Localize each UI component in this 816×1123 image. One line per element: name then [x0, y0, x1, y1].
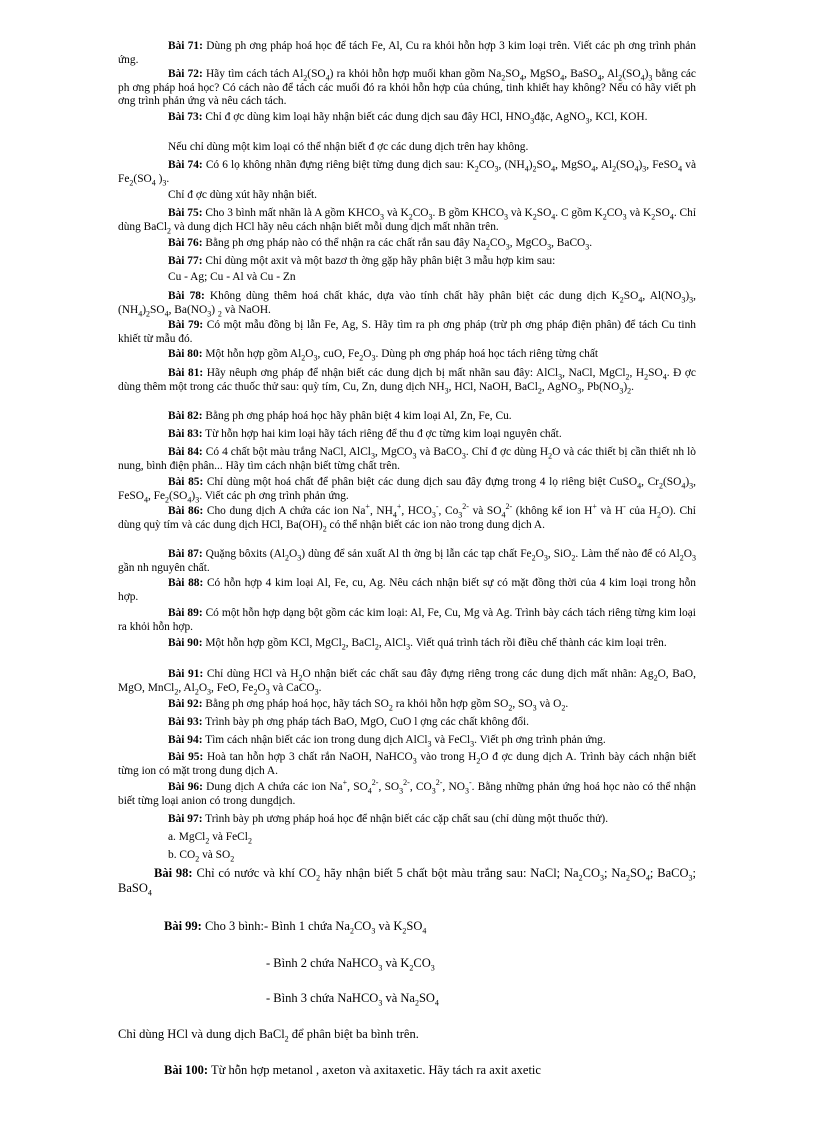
exercise-text: - Bình 3 chứa NaHCO$_3$ và $Na_2SO_4$: [266, 991, 439, 1008]
exercise-text: Chỉ dùng một axit và một bazơ th ờng gặp hãy phân biệt 3 mẫu hợp kim sau:: [205, 255, 556, 267]
exercise-label: Bài 77:: [168, 255, 203, 267]
exercise-paragraph: [118, 255, 696, 269]
exercise-paragraph: [118, 189, 696, 203]
exercise-text: Có một mẫu đồng bị lẫn Fe, Ag, S. Hãy tìm ra ph ơng pháp (trừ ph ơng pháp điện phân) để tách Cu tinh khiết từ mẫu đó.: [118, 319, 696, 345]
exercise-paragraph: [118, 207, 696, 234]
exercise-label: Bài 95:: [168, 751, 204, 763]
exercise-label: Bài 85:: [168, 476, 204, 488]
exercise-paragraph: [118, 548, 696, 575]
exercise-label: Bài 88:: [168, 577, 204, 589]
exercise-label: Bài 81:: [168, 367, 204, 379]
exercise-paragraph: [118, 141, 696, 155]
exercise-paragraph: [168, 831, 746, 845]
exercise-text: Tìm cách nhận biết các ion trong dung dịch AlCl$_3$ và FeCl$_3$. Viết ph ơng trình phản ứng.: [205, 734, 606, 749]
exercise-paragraph: [118, 751, 696, 778]
exercise-text: Có một hỗn hợp dạng bột gồm các kim loại: Al, Fe, Cu, Mg và Ag. Trình bày cách tách riêng từng kim loại ra khỏi hỗn hợp.: [118, 607, 696, 633]
exercise-label: Bài 75:: [168, 207, 203, 219]
exercise-paragraph: [164, 919, 742, 934]
exercise-text: Cu - Ag; Cu - Al và Cu - Zn: [168, 271, 296, 283]
exercise-label: Bài 100:: [164, 1063, 209, 1077]
exercise-label: Bài 98:: [154, 866, 193, 880]
exercise-label: Bài 84:: [168, 446, 203, 458]
exercise-label: Bài 74:: [168, 159, 203, 171]
exercise-label: Bài 73:: [168, 111, 203, 123]
exercise-label: Bài 80:: [168, 348, 203, 360]
exercise-text: Có 6 lọ không nhãn đựng riêng biệt từng dung dịch sau: $K_2CO_3$, $(NH_4)_2SO_4$, MgSO$_4$, $Al_2(SO_4)_3$, FeSO$_4$ và $Fe_2(SO_4$ )$_3$.: [118, 159, 697, 187]
exercise-paragraph: [118, 502, 696, 533]
exercise-label: Bài 94:: [168, 734, 203, 746]
exercise-paragraph: [118, 607, 696, 634]
exercise-paragraph: [118, 577, 696, 604]
exercise-text: Có 4 chất bột màu trắng NaCl, AlCl$_3$, MgCO$_3$ và BaCO$_3$. Chỉ đ ợc dùng $H_2O$ và các thiết bị cần thiết nh lò nung, bình điện phân... Hãy tìm cách nhận biết từng chất trên.: [118, 446, 696, 472]
exercise-paragraph: [118, 866, 696, 896]
exercise-label: Bài 87:: [168, 548, 203, 560]
exercise-label: Bài 93:: [168, 716, 203, 728]
exercise-paragraph: [118, 476, 696, 503]
exercise-text: Trình bày ph ương pháp hoá học để nhận biết các cặp chất sau (chỉ dùng một thuốc thử).: [205, 813, 609, 825]
exercise-paragraph: [118, 319, 696, 346]
exercise-label: Bài 92:: [168, 698, 203, 710]
exercise-text: Chỉ dùng một hoá chất để phân biệt các dung dịch sau đây đựng trong 4 lọ riêng biệt CuSO$_4$, $Cr_2(SO_4)_3$, FeSO$_4$, $Fe_2(SO_4)_3$. Viết các ph ơng trình phản ứng.: [118, 476, 696, 504]
exercise-label: Bài 82:: [168, 410, 203, 422]
exercise-paragraph: [118, 68, 696, 109]
exercise-text: Chỉ có nước và khí $CO_2$ hãy nhận biết 5 chất bột màu trắng sau: NaCl; $Na_2CO_3$; $Na_2SO_4$; BaCO$_3$; BaSO$_4$: [118, 866, 697, 898]
exercise-label: Bài 76:: [168, 237, 203, 249]
exercise-text: Hãy nêuph ơng pháp để nhận biết các dung dịch bị mất nhãn sau đây: AlCl$_3$, NaCl, MgCl$_2$, $H_2SO_4$. Đ ợc dùng thêm một trong các thuốc thử sau: quỳ tím, Cu, Zn, dung dịch $NH_3$, HCl, NaOH, BaCl$_2$, AgNO$_3$, $Pb(NO_3)_2$.: [118, 367, 696, 395]
exercise-text: b. $CO_2$ và $SO_2$: [168, 849, 235, 864]
exercise-label: Bài 78:: [168, 290, 205, 302]
exercise-text: Từ hỗn hợp metanol , axeton và axitaxetic. Hãy tách ra axit axetic: [211, 1063, 541, 1077]
exercise-paragraph: [118, 734, 696, 748]
exercise-text: Một hỗn hợp gồm KCl, MgCl$_2$, BaCl$_2$, AlCl$_3$. Viết quá trình tách rồi điều chế thành các kim loại trên.: [205, 637, 667, 652]
exercise-text: Trình bày ph ơng pháp tách BaO, MgO, CuO l ợng các chất không đổi.: [205, 716, 530, 728]
exercise-text: Một hỗn hợp gồm $Al_2O_3$, cuO, $Fe_2O_3$. Dùng ph ơng pháp hoá học tách riêng từng chất: [205, 348, 599, 363]
exercise-paragraph: [118, 428, 696, 442]
exercise-paragraph: [118, 111, 696, 125]
exercise-text: Quặng bôxits $(Al_2O_3)$ dùng để sản xuất Al th ờng bị lẫn các tạp chất $Fe_2O_3$, SiO$_2$. Làm thế nào để có $Al_2O_3$ gần nh nguyên chất.: [118, 548, 696, 574]
exercise-paragraph: [266, 991, 696, 1006]
exercise-text: Có hỗn hợp 4 kim loại Al, Fe, cu, Ag. Nêu cách nhận biết sự có mặt đồng thời của 4 kim loại trong hỗn hợp.: [118, 577, 696, 603]
exercise-paragraph: [118, 716, 696, 730]
exercise-text: - Bình 2 chứa NaHCO$_3$ và $K_2CO_3$: [266, 956, 435, 973]
exercise-paragraph: [118, 367, 696, 394]
exercise-label: Bài 99:: [164, 919, 202, 933]
exercise-text: Bằng ph ơng pháp hoá học, hãy tách $SO_2$ ra khỏi hỗn hợp gồm $SO_2$, $SO_3$ và $O_2$.: [205, 698, 569, 713]
exercise-label: Bài 72:: [168, 68, 203, 80]
exercise-text: Không dùng thêm hoá chất khác, dựa vào tính chất hãy phân biệt các dung dịch $K_2SO_4$, $Al(NO_3)_3$, $(NH_4)_2SO_4$, $Ba(NO_3)$ $_2$ và NaOH.: [118, 290, 696, 318]
exercise-text: a. MgCl$_2$ và FeCl$_2$: [168, 831, 252, 846]
exercise-paragraph: [118, 698, 696, 712]
exercise-label: Bài 96:: [168, 781, 203, 793]
exercise-text: Cho 3 bình:- Bình 1 chứa $Na_2CO_3$ và $K_2SO_4$: [204, 919, 427, 936]
exercise-text: Từ hỗn hợp hai kim loại hãy tách riêng để thu đ ợc từng kim loại nguyên chất.: [205, 428, 562, 440]
exercise-label: Bài 89:: [168, 607, 203, 619]
exercise-text: Hoà tan hỗn hợp 3 chất rắn NaOH, NaHCO$_3$ vào trong $H_2O$ đ ợc dung dịch A. Trình bày cách nhận biết từng ion có mặt trong dung dịch A.: [118, 751, 696, 777]
exercise-paragraph: [118, 813, 696, 827]
exercise-text: Chỉ dùng HCl và dung dịch BaCl$_2$ để phân biệt ba bình trên.: [118, 1027, 419, 1044]
exercise-paragraph: [164, 1063, 742, 1078]
exercise-paragraph: [118, 237, 696, 251]
exercise-paragraph: [118, 446, 696, 473]
exercise-text: Hãy tìm cách tách $Al_2(SO_4)$ ra khỏi hỗn hợp muối khan gồm $Na_2SO_4$, MgSO$_4$, BaSO$_4$, $Al_2(SO_4)_3$ bằng các ph ơng pháp hoá học? Có cách nào để tách các muối đó ra khỏi hỗn hợp của chúng, tinh khiết hay không? Nếu có hãy viết ph ơng trình phản ứng và nêu cách tách.: [118, 68, 696, 108]
exercise-paragraph: [118, 778, 696, 808]
exercise-label: Bài 97:: [168, 813, 203, 825]
exercise-label: Bài 91:: [168, 668, 204, 680]
exercise-paragraph: [168, 849, 746, 863]
exercise-text: Chỉ đ ợc dùng kim loại hãy nhận biết các dung dịch sau đây HCl, $HNO_3đặc$, AgNO$_3$, KCl, KOH.: [205, 111, 648, 126]
exercise-paragraph: [118, 159, 696, 186]
exercise-text: Chỉ đ ợc dùng xút hãy nhận biết.: [168, 189, 318, 201]
exercise-text: Cho 3 bình mất nhãn là A gồm $KHCO_3$ và $K_2CO_3$. B gồm $KHCO_3$ và $K_2SO_4$. C gồm $K_2CO_3$ và $K_2SO_4$. Chỉ dùng BaCl$_2$ và dung dịch HCl hãy nêu cách nhận biết mỗi dung dịch mất nhãn trên.: [118, 207, 696, 235]
exercise-paragraph: [118, 637, 696, 651]
exercise-label: Bài 71:: [168, 40, 203, 52]
exercise-paragraph: [118, 40, 696, 67]
exercise-label: Bài 79:: [168, 319, 204, 331]
exercise-paragraph: [118, 410, 696, 424]
exercise-paragraph: [118, 290, 696, 317]
exercise-paragraph: [266, 956, 696, 971]
exercise-text: Dung dịch A chứa các ion Na+, $SO_4^{2-}$, $SO_3^{2-}$, $CO_3^{2-}$, $NO_3^-$. Bằng những phản ứng hoá học nào có thể nhận biết từng loại anion có trong dungdịch.: [118, 778, 696, 807]
exercise-paragraph: [118, 668, 696, 695]
exercise-label: Bài 86:: [168, 505, 204, 517]
exercise-text: Bằng ph ơng pháp nào có thể nhận ra các chất rắn sau đây $Na_2CO_3$, MgCO$_3$, BaCO$_3$.: [205, 237, 593, 252]
exercise-text: Cho dung dịch A chứa các ion Na+, $NH_4^+$, $HCO_3^-$, $Co_3^{2-}$ và $SO_4^{2-}$ (không kể ion H+ và H- của $H_2O$). Chỉ dùng quỳ tím và các dung dịch HCl, $Ba(OH)_2$ có thể nhận biết các ion nào trong dung dịch A.: [118, 502, 696, 533]
exercise-text: Bằng ph ơng pháp hoá học hãy phân biệt 4 kim loại Al, Zn, Fe, Cu.: [205, 410, 512, 422]
exercise-text: Chỉ dùng HCl và $H_2O$ nhận biết các chất sau đây đựng riêng trong các dung dịch mất nhãn: $Ag_2O$, BaO, MgO, MnCl$_2$, $Al_2O_3$, FeO, $Fe_2O_3$ và CaCO$_3$.: [118, 668, 696, 696]
exercise-label: Bài 90:: [168, 637, 203, 649]
exercise-paragraph: [118, 271, 696, 285]
exercise-paragraph: [118, 348, 696, 362]
exercise-text: Nếu chỉ dùng một kim loại có thể nhận biết đ ợc các dung dịch trên hay không.: [168, 141, 529, 153]
exercise-text: Dùng ph ơng pháp hoá học để tách Fe, Al, Cu ra khỏi hỗn hợp 3 kim loại trên. Viết các ph ơng trình phản ứng.: [118, 40, 697, 66]
exercise-paragraph: [118, 1027, 696, 1042]
exercise-label: Bài 83:: [168, 428, 203, 440]
